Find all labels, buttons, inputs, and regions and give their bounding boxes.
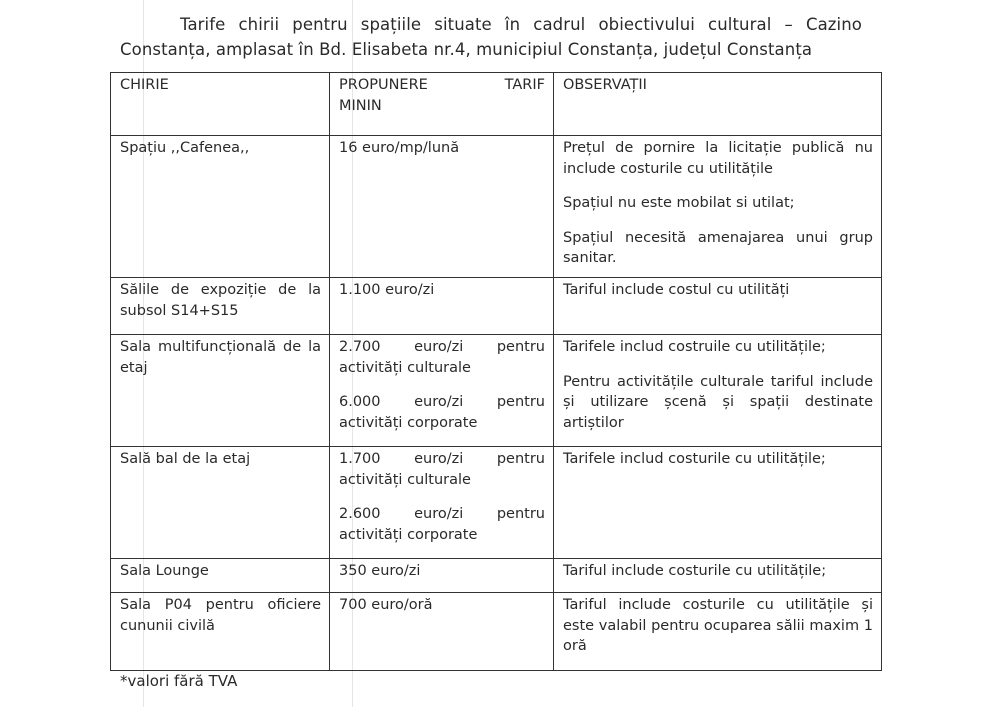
- header-observatii: OBSERVAȚII: [554, 73, 882, 136]
- table-row: [111, 278, 882, 335]
- tariff-cell: 16 euro/mp/lună: [330, 136, 554, 278]
- notes-cell: Prețul de pornire la licitație publică nu include costurile cu utilitățile Spațiul nu este mobilat si utilat; Spațiul necesită amenajarea unui grup sanitar.: [554, 136, 882, 278]
- header-propunere-tarif: PROPUNERE TARIF MININ: [330, 73, 554, 136]
- table-row: [111, 447, 882, 559]
- notes-cell: Tariful include costurile cu utilitățile;: [554, 559, 882, 593]
- notes-cell: Tariful include costurile cu utilitățile și este valabil pentru ocuparea sălii maxim 1 oră: [554, 593, 882, 671]
- space-cell: Sala P04 pentru oficiere cununii civilă: [111, 593, 330, 671]
- space-cell: Sălile de expoziție de la subsol S14+S15: [111, 278, 330, 335]
- space-cell: Sală bal de la etaj: [111, 447, 330, 559]
- tariff-cell: 700 euro/oră: [330, 593, 554, 671]
- notes-cell: Tarifele includ costurile cu utilitățile;: [554, 447, 882, 559]
- notes-cell: Tarifele includ costruile cu utilitățile; Pentru activitățile culturale tariful include și utilizare șcenă și spații destinate artiștilor: [554, 335, 882, 447]
- table-row: [111, 593, 882, 671]
- space-cell: Spațiu ,,Cafenea,,: [111, 136, 330, 278]
- space-cell: Sala multifuncțională de la etaj: [111, 335, 330, 447]
- tariff-cell: 1.700 euro/zi pentru activități culturale 2.600 euro/zi pentru activități corporate: [330, 447, 554, 559]
- header-chirie: CHIRIE: [111, 73, 330, 136]
- table-row: [111, 559, 882, 593]
- tariff-cell: 350 euro/zi: [330, 559, 554, 593]
- footnote-vat: *valori fără TVA: [120, 672, 238, 690]
- table-row: [111, 136, 882, 278]
- notes-cell: Tariful include costul cu utilități: [554, 278, 882, 335]
- title-line-2: Constanța, amplasat în Bd. Elisabeta nr.4, municipiul Constanța, județul Constanța: [120, 40, 813, 59]
- rent-rates-table: [110, 72, 882, 671]
- table-header-row: [111, 73, 882, 136]
- space-cell: Sala Lounge: [111, 559, 330, 593]
- tariff-cell: 2.700 euro/zi pentru activități culturale 6.000 euro/zi pentru activități corporate: [330, 335, 554, 447]
- tariff-cell: 1.100 euro/zi: [330, 278, 554, 335]
- table-row: [111, 335, 882, 447]
- title-line-1: Tarife chirii pentru spațiile situate în cadrul obiectivului cultural – Cazino: [180, 15, 862, 34]
- document-title: [120, 12, 862, 62]
